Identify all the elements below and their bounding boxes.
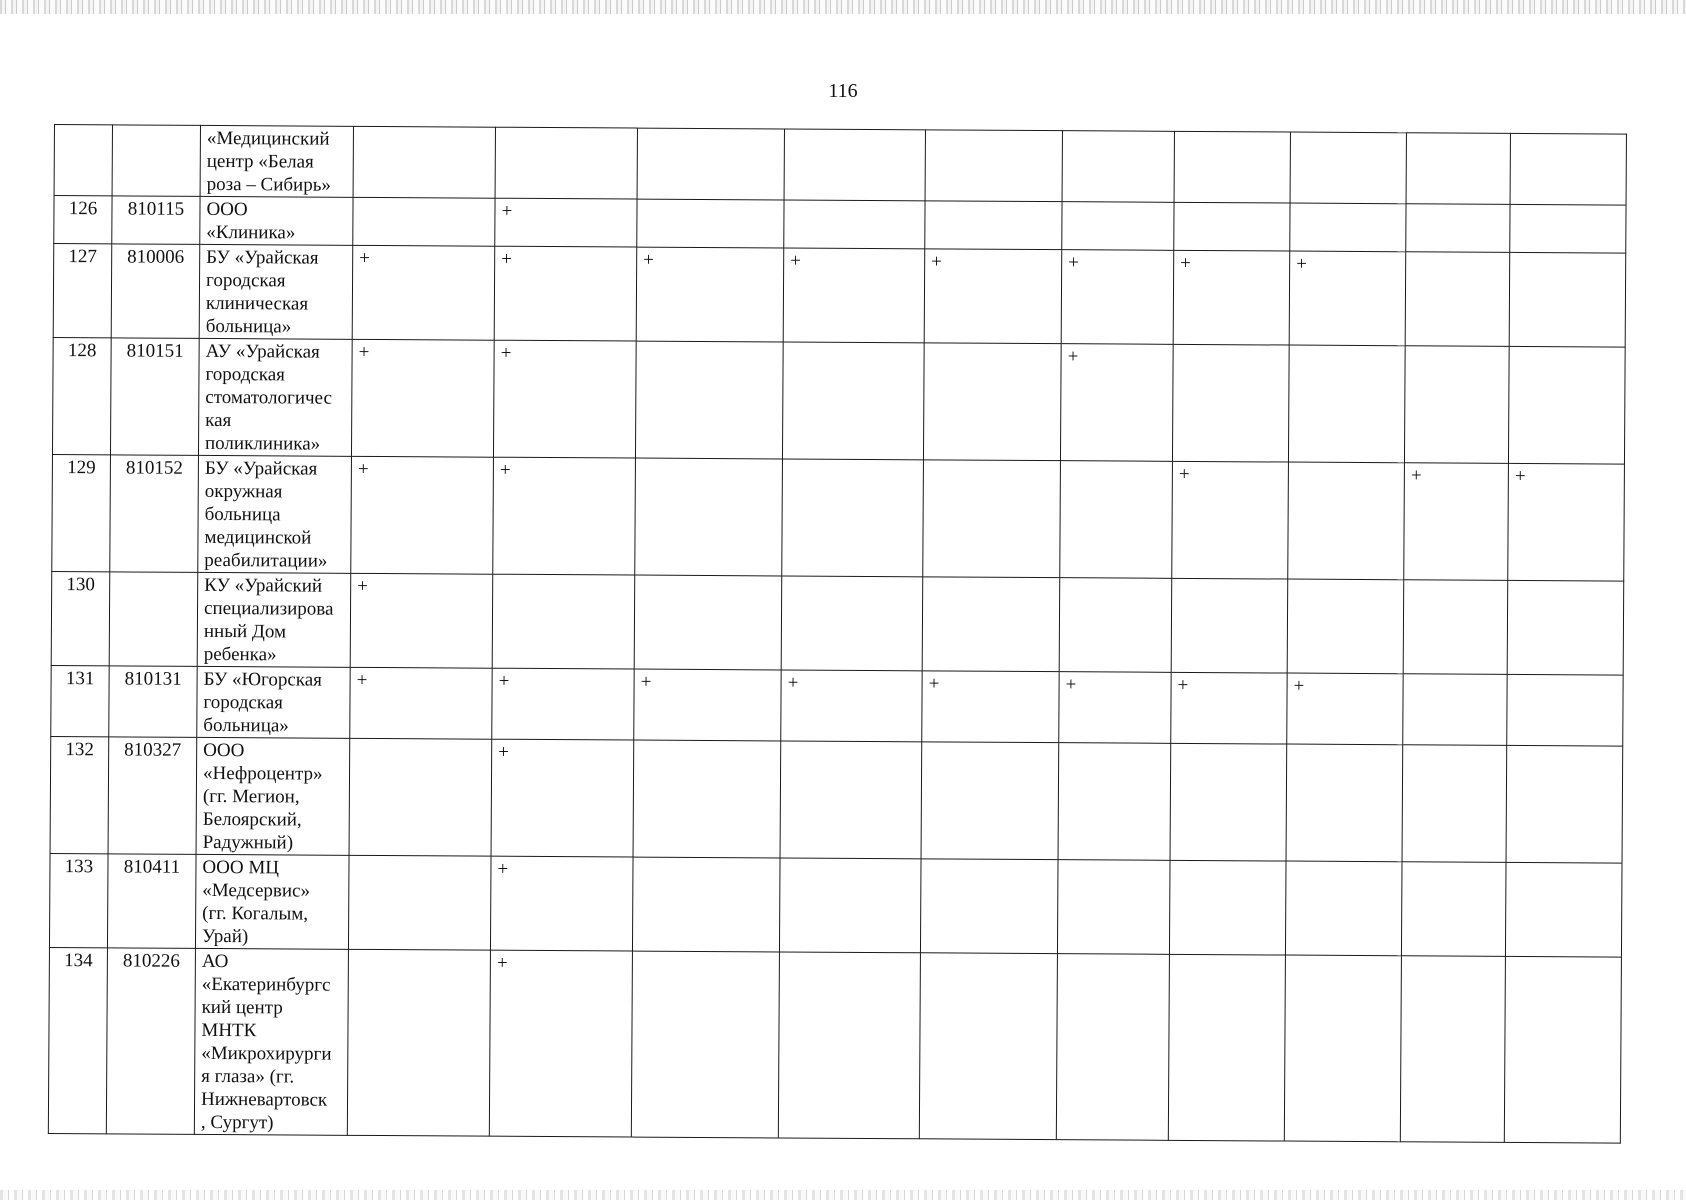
row-number-cell: 132: [50, 736, 109, 853]
registry-code-cell: 810006: [111, 244, 200, 339]
mark-cell: [925, 201, 1062, 250]
organization-name-cell: БУ «Урайская городская клиническая больница»: [199, 244, 353, 339]
mark-cell: [780, 741, 922, 859]
mark-cell: [635, 341, 783, 459]
mark-cell: +: [494, 246, 637, 341]
mark-cell: [1403, 674, 1507, 746]
row-number-cell: 127: [53, 244, 112, 338]
mark-cell: [1057, 860, 1170, 955]
row-number-cell: 129: [52, 454, 111, 571]
mark-cell: [1507, 674, 1623, 746]
mark-cell: [1406, 204, 1510, 253]
mark-cell: +: [1289, 251, 1406, 346]
mark-cell: [1169, 860, 1286, 955]
mark-cell: [1290, 132, 1406, 204]
mark-cell: [1288, 345, 1405, 463]
organization-name-cell: ООО МЦ «Медсервис» (гг. Когалым, Урай): [195, 854, 349, 949]
mark-cell: [782, 459, 924, 577]
mark-cell: [347, 949, 490, 1136]
mark-cell: [1171, 578, 1288, 673]
mark-cell: +: [1287, 673, 1403, 745]
mark-cell: [635, 458, 783, 576]
registry-code-cell: 810151: [110, 338, 199, 456]
mark-cell: [782, 342, 924, 460]
registry-code-cell: [112, 125, 200, 197]
mark-cell: [1286, 744, 1403, 862]
mark-cell: +: [490, 856, 633, 951]
mark-cell: +: [492, 668, 634, 740]
mark-cell: [1170, 743, 1287, 861]
mark-cell: +: [1059, 672, 1171, 744]
mark-cell: +: [1061, 250, 1174, 345]
row-number-cell: 131: [51, 665, 109, 736]
mark-cell: [495, 127, 637, 199]
registry-code-cell: 810115: [112, 196, 200, 245]
organization-name-cell: БУ «Урайская окружная больница медицинской реабилитации»: [198, 455, 352, 573]
mark-cell: [349, 738, 492, 856]
mark-cell: [633, 740, 781, 858]
registry-code-cell: 810411: [107, 854, 196, 949]
mark-cell: +: [352, 245, 495, 340]
mark-cell: [778, 952, 920, 1139]
mark-cell: +: [351, 456, 494, 574]
table-row: [52, 454, 1625, 581]
mark-cell: [779, 858, 921, 953]
mark-cell: [923, 343, 1061, 461]
mark-cell: [1172, 344, 1289, 462]
mark-cell: [1510, 133, 1626, 205]
facilities-table: [48, 124, 1627, 1144]
mark-cell: [1405, 252, 1510, 347]
table-row: [50, 736, 1623, 863]
row-number-cell: 133: [49, 853, 108, 947]
mark-cell: [1505, 862, 1622, 957]
mark-cell: [922, 577, 1060, 672]
mark-cell: +: [493, 457, 636, 575]
organization-name-cell: КУ «Урайский специализирова нный Дом ребенка»: [197, 572, 351, 667]
mark-cell: [1168, 954, 1285, 1141]
registry-code-cell: 810327: [108, 737, 197, 855]
mark-cell: +: [489, 950, 632, 1137]
table-row: [49, 853, 1622, 957]
row-number-cell: [54, 125, 112, 196]
organization-name-cell: ООО «Нефроцентр» (гг. Мегион, Белоярский, Радужный): [196, 737, 350, 855]
mark-cell: [1062, 202, 1174, 251]
page-number: 116: [828, 80, 858, 102]
mark-cell: +: [634, 669, 781, 741]
mark-cell: +: [1173, 250, 1290, 345]
mark-cell: [1174, 202, 1290, 251]
mark-cell: [1506, 745, 1623, 863]
mark-cell: [1058, 743, 1171, 861]
mark-cell: +: [351, 339, 494, 457]
mark-cell: +: [1508, 463, 1625, 581]
mark-cell: [1404, 346, 1509, 464]
registry-code-cell: 810152: [110, 455, 199, 573]
mark-cell: +: [1171, 672, 1287, 744]
organization-name-cell: АУ «Урайская городская стоматологичес кая поликлиника»: [198, 338, 352, 456]
mark-cell: [637, 199, 784, 248]
mark-cell: [353, 126, 495, 198]
mark-cell: [923, 460, 1061, 578]
mark-cell: [1287, 579, 1404, 674]
mark-cell: +: [495, 198, 637, 247]
mark-cell: +: [636, 247, 784, 342]
table-row: [51, 571, 1624, 675]
mark-cell: [1400, 956, 1505, 1143]
mark-cell: [1403, 580, 1508, 675]
mark-cell: [1290, 203, 1406, 252]
mark-cell: [348, 855, 491, 950]
mark-cell: [637, 128, 784, 200]
mark-cell: [919, 953, 1057, 1140]
mark-cell: +: [924, 249, 1062, 344]
mark-cell: +: [350, 573, 493, 668]
mark-cell: [353, 197, 495, 246]
mark-cell: [781, 576, 923, 671]
mark-cell: [1285, 861, 1402, 956]
mark-cell: [1056, 954, 1169, 1141]
registry-code-cell: [109, 572, 198, 667]
mark-cell: [1510, 204, 1626, 253]
scan-edge-top: [0, 0, 1686, 14]
table-row: [48, 947, 1621, 1143]
mark-cell: [1509, 252, 1626, 347]
table-row: [54, 125, 1626, 206]
mark-cell: [1174, 131, 1290, 203]
mark-cell: [920, 859, 1058, 954]
table-body: [48, 125, 1626, 1144]
mark-cell: +: [781, 670, 922, 742]
organization-name-cell: БУ «Югорская городская больница»: [197, 666, 350, 738]
mark-cell: +: [491, 739, 634, 857]
mark-cell: +: [1060, 344, 1173, 462]
mark-cell: [1284, 955, 1401, 1142]
mark-cell: +: [783, 248, 925, 343]
row-number-cell: 134: [48, 947, 107, 1133]
mark-cell: +: [1404, 463, 1509, 581]
table-row: [53, 244, 1626, 348]
mark-cell: [1401, 862, 1506, 957]
mark-cell: +: [922, 671, 1059, 743]
table-row: [51, 665, 1623, 746]
mark-cell: [631, 951, 779, 1138]
mark-cell: [1288, 462, 1405, 580]
mark-cell: [492, 574, 635, 669]
registry-code-cell: 810131: [109, 666, 197, 738]
mark-cell: [1508, 346, 1625, 464]
mark-cell: [1504, 956, 1621, 1143]
mark-cell: +: [493, 340, 636, 458]
scan-edge-bottom: [0, 1190, 1686, 1200]
mark-cell: [921, 742, 1059, 860]
mark-cell: [632, 857, 780, 952]
mark-cell: +: [1172, 461, 1289, 579]
mark-cell: [1060, 461, 1173, 579]
mark-cell: [1507, 580, 1624, 675]
table-row: [52, 337, 1625, 464]
organization-name-cell: АО «Екатеринбургс кий центр МНТК «Микрохирурги я глаза» (гг. Нижневартовск , Сургут): [194, 948, 348, 1135]
mark-cell: [1062, 131, 1174, 203]
mark-cell: [784, 200, 925, 249]
mark-cell: [634, 575, 782, 670]
mark-cell: [1402, 745, 1507, 863]
organization-name-cell: «Медицинский центр «Белая роза – Сибирь»: [200, 125, 353, 197]
mark-cell: +: [350, 667, 492, 739]
mark-cell: [925, 130, 1062, 202]
mark-cell: [784, 129, 925, 201]
registry-code-cell: 810226: [106, 948, 195, 1135]
organization-name-cell: ООО «Клиника»: [200, 196, 353, 245]
row-number-cell: 130: [51, 571, 110, 665]
mark-cell: [1406, 133, 1510, 205]
mark-cell: [1059, 578, 1172, 673]
row-number-cell: 126: [54, 196, 112, 244]
row-number-cell: 128: [52, 337, 111, 454]
